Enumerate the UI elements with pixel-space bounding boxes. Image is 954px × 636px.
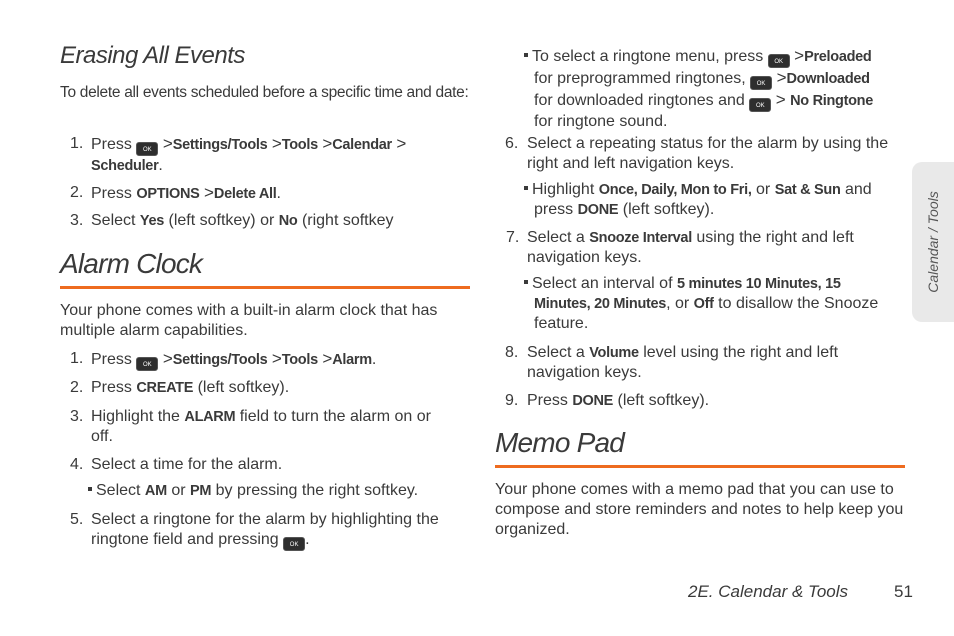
alarm-clock-heading: Alarm Clock — [60, 248, 203, 279]
erasing-step-2: Press OPTIONS >Delete All. — [91, 183, 281, 202]
ok-key-icon: OK — [136, 142, 158, 156]
bullet-icon — [524, 53, 528, 57]
alarm-step-7: Select a Snooze Interval using the right and left navigation keys. — [527, 229, 854, 266]
erasing-step-3: Select Yes (left softkey) or No (right softkey — [91, 212, 394, 229]
alarm-step-8: Select a Volume level using the right and left navigation keys. — [527, 344, 839, 381]
ok-key-icon: OK — [136, 357, 158, 371]
step-number: 1. — [70, 135, 84, 152]
memo-pad-heading: Memo Pad — [495, 427, 624, 458]
step-number: 4. — [70, 456, 84, 473]
ok-key-icon: OK — [750, 76, 772, 90]
step-number: 6. — [505, 135, 519, 152]
erasing-step-1: Press OK >Settings/Tools >Tools >Calendar > Scheduler. — [91, 134, 407, 174]
bullet-icon — [524, 186, 528, 190]
step-number: 2. — [70, 184, 84, 201]
step-number: 3. — [70, 408, 84, 425]
ok-key-icon: OK — [768, 54, 790, 68]
alarm-step-7-bullet: Select an interval of 5 minutes 10 Minutes, 15 Minutes, 20 Minutes, or Off to disallow the Snooze feature. — [524, 274, 904, 334]
alarm-step-5: Select a ringtone for the alarm by highlighting the ringtone field and pressing OK . — [91, 510, 471, 551]
step-number: 7. — [506, 229, 520, 246]
alarm-step-4: Select a time for the alarm. — [91, 456, 283, 473]
alarm-step-6-bullet: Highlight Once, Daily, Mon to Fri, or Sat & Sun and press DONE (left softkey). — [524, 180, 904, 220]
step-number: 8. — [505, 344, 519, 361]
bullet-icon — [524, 280, 528, 284]
erasing-heading: Erasing All Events — [60, 42, 245, 69]
alarm-step-2: Press CREATE (left softkey). — [91, 379, 290, 396]
heading-rule — [60, 286, 470, 289]
step-number: 2. — [70, 379, 84, 396]
heading-rule — [495, 465, 905, 468]
page-number: 51 — [894, 582, 913, 601]
memo-intro: Your phone comes with a memo pad that you can use to compose and store reminders and notes to help keep you organized. — [495, 481, 904, 538]
footer-section: 2E. Calendar & Tools — [688, 582, 849, 601]
step-number: 5. — [70, 511, 84, 528]
ringtone-bullet: To select a ringtone menu, press OK >Preloaded for preprogrammed ringtones, OK >Downloaded for downloaded ringtones and OK > No Ringtone for ringtone sound. — [524, 46, 904, 132]
step-number: 1. — [70, 350, 84, 367]
step-number: 3. — [70, 212, 84, 229]
erasing-intro: To delete all events scheduled before a specific time and date: — [60, 84, 469, 101]
ok-key-icon: OK — [283, 537, 305, 551]
ok-key-icon: OK — [749, 98, 771, 112]
alarm-step-9: Press DONE (left softkey). — [527, 392, 710, 409]
alarm-intro: Your phone comes with a built-in alarm clock that has multiple alarm capabilities. — [60, 302, 438, 339]
bullet-icon — [88, 487, 92, 491]
section-side-tab — [912, 162, 954, 322]
alarm-step-3: Highlight the ALARM field to turn the alarm on or off. — [91, 408, 431, 445]
alarm-step-4-bullet: Select AM or PM by pressing the right softkey. — [88, 481, 418, 501]
step-number: 9. — [505, 392, 519, 409]
alarm-step-1: Press OK >Settings/Tools >Tools >Alarm. — [91, 349, 376, 371]
side-tab-label: Calendar / Tools — [925, 191, 941, 293]
alarm-step-6: Select a repeating status for the alarm by using the right and left navigation keys. — [527, 135, 889, 172]
